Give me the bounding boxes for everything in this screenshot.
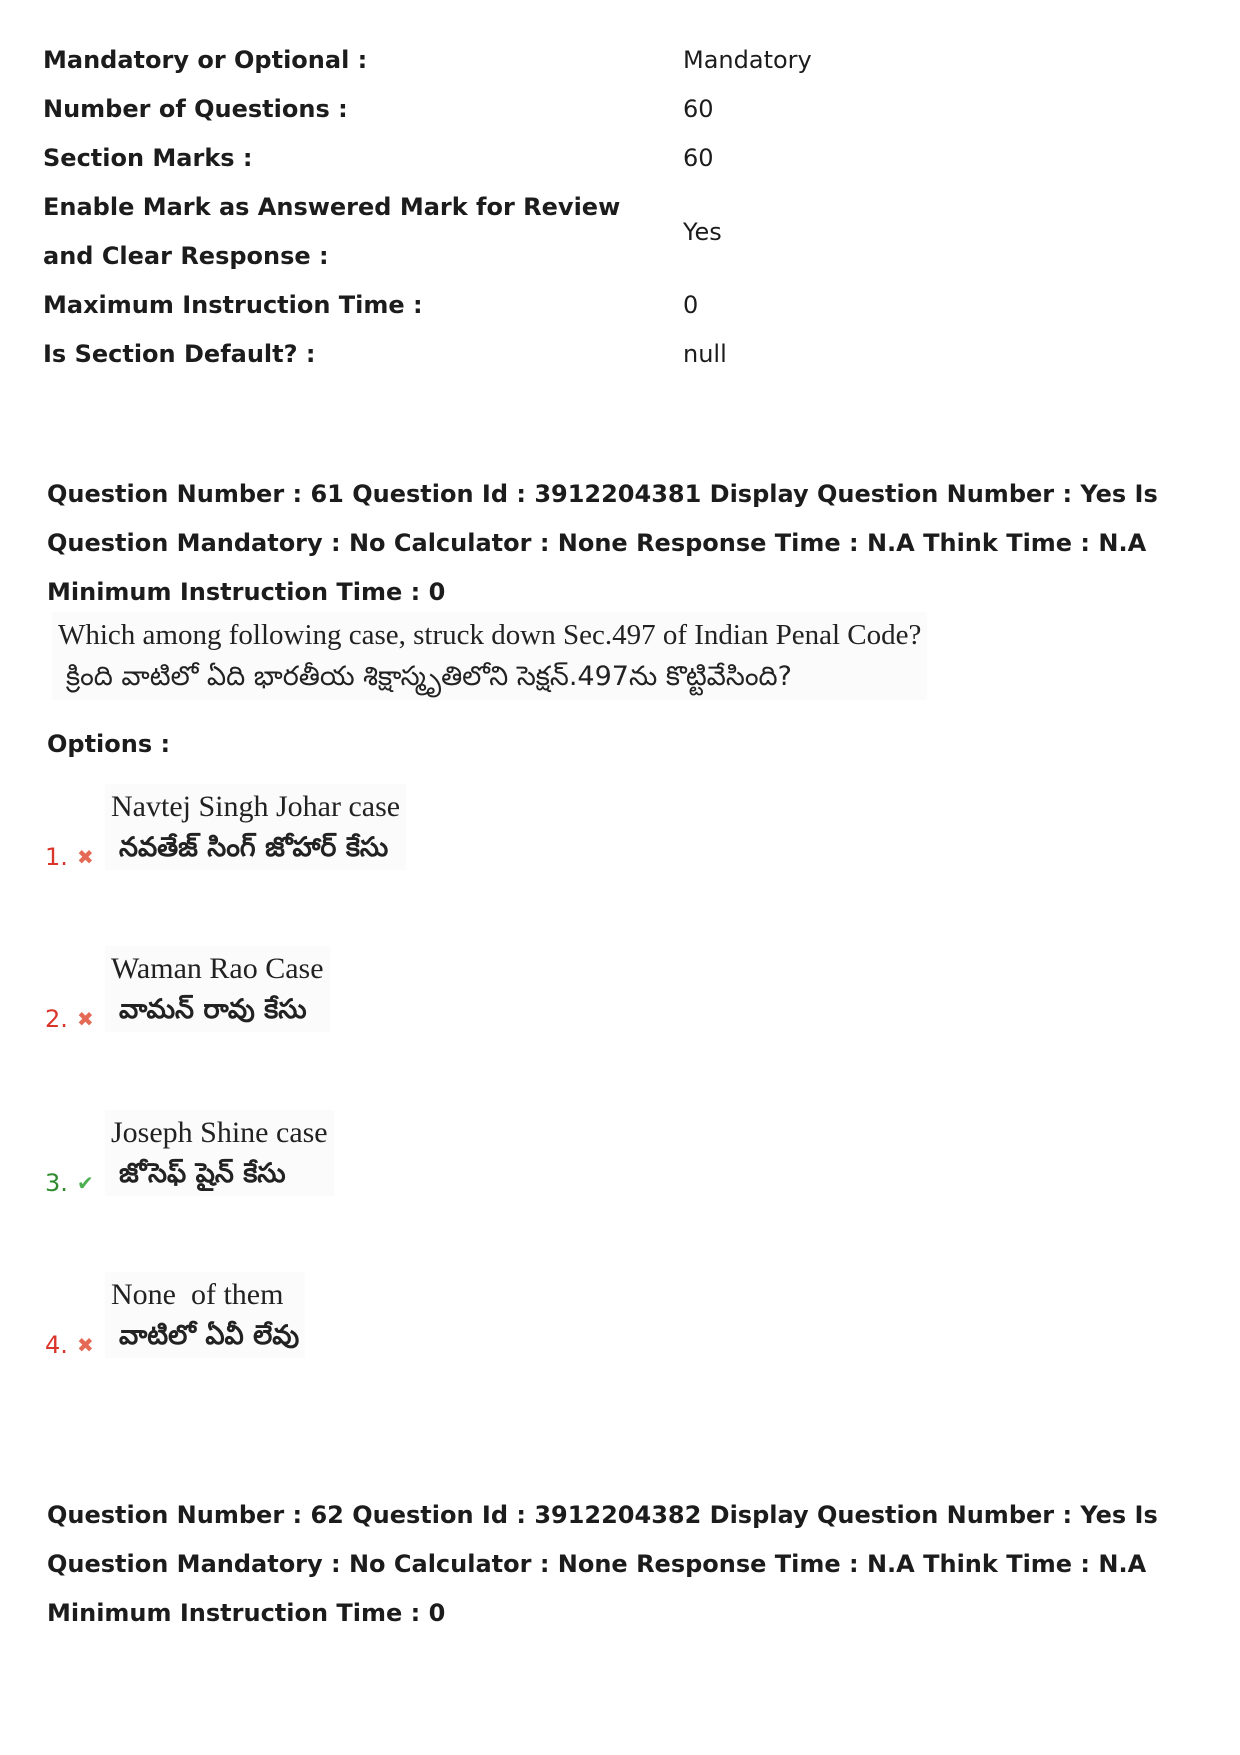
question-text-english: Which among following case, struck down Sec.497 of Indian Penal Code? [58,619,922,651]
info-value: null [683,340,727,368]
cross-icon: ✖ [77,1007,94,1031]
question-62-header: Question Number : 62 Question Id : 3912204382 Display Question Number : Yes Is Question Mandatory : No Calculator : None Response Time : N.A Think Time : N.A Minimum Instruction Time : 0 [47,1501,1158,1627]
info-row-enable-mark [43,183,1193,281]
info-label: Is Section Default? : [43,340,316,368]
option-content [105,1272,305,1358]
option-content [105,946,330,1032]
info-label: Mandatory or Optional : [43,46,368,74]
info-label: Maximum Instruction Time : [43,291,423,319]
option-text-telugu: నవతేజ్ సింగ్ జోహార్ కేసు [119,832,389,863]
option-3 [45,1110,645,1220]
cross-icon: ✖ [77,845,94,869]
option-content [105,1110,334,1196]
question-61-text [52,612,927,700]
option-text-telugu: జోసెఫ్ షైన్ కేసు [119,1158,286,1189]
option-number: 4. [45,1331,68,1359]
check-icon: ✔ [77,1171,94,1195]
option-number: 3. [45,1169,68,1197]
info-value: 60 [683,144,714,172]
question-61-header: Question Number : 61 Question Id : 3912204381 Display Question Number : Yes Is Question Mandatory : No Calculator : None Response Time : N.A Think Time : N.A Minimum Instruction Time : 0 [47,480,1158,606]
cross-icon: ✖ [77,1333,94,1357]
options-label: Options : [47,730,171,758]
option-text-english: Navtej Singh Johar case [111,790,401,823]
option-1 [45,784,645,894]
info-value: Mandatory [683,46,812,74]
info-label: Section Marks : [43,144,253,172]
option-4 [45,1272,645,1382]
info-value: Yes [683,217,722,246]
option-number: 1. [45,843,68,871]
option-text-telugu: వామన్ రావు కేసు [119,994,307,1025]
info-label: Number of Questions : [43,95,348,123]
option-text-telugu: వాటిలో ఏవీ లేవు [119,1320,300,1351]
option-text-english: Waman Rao Case [111,952,324,985]
info-label: Enable Mark as Answered Mark for Review and Clear Response : [43,193,621,270]
option-number: 2. [45,1005,68,1033]
info-row-number-of-questions [43,85,1193,134]
option-text-english: Joseph Shine case [111,1116,328,1149]
info-row-section-marks [43,134,1193,183]
option-2 [45,946,645,1056]
info-value: 60 [683,95,714,123]
option-content [105,784,406,870]
info-row-section-default [43,330,1193,379]
info-row-mandatory [43,36,1193,85]
info-value: 0 [683,291,699,319]
option-text-english: None of them [111,1278,284,1311]
section-info-table [43,36,1193,379]
info-row-max-instruction-time [43,281,1193,330]
question-text-telugu: క్రింది వాటిలో ఏది భారతీయ శిక్షాస్మృతిలోని సెక్షన్.497ను కొట్టివేసింది? [66,661,792,692]
